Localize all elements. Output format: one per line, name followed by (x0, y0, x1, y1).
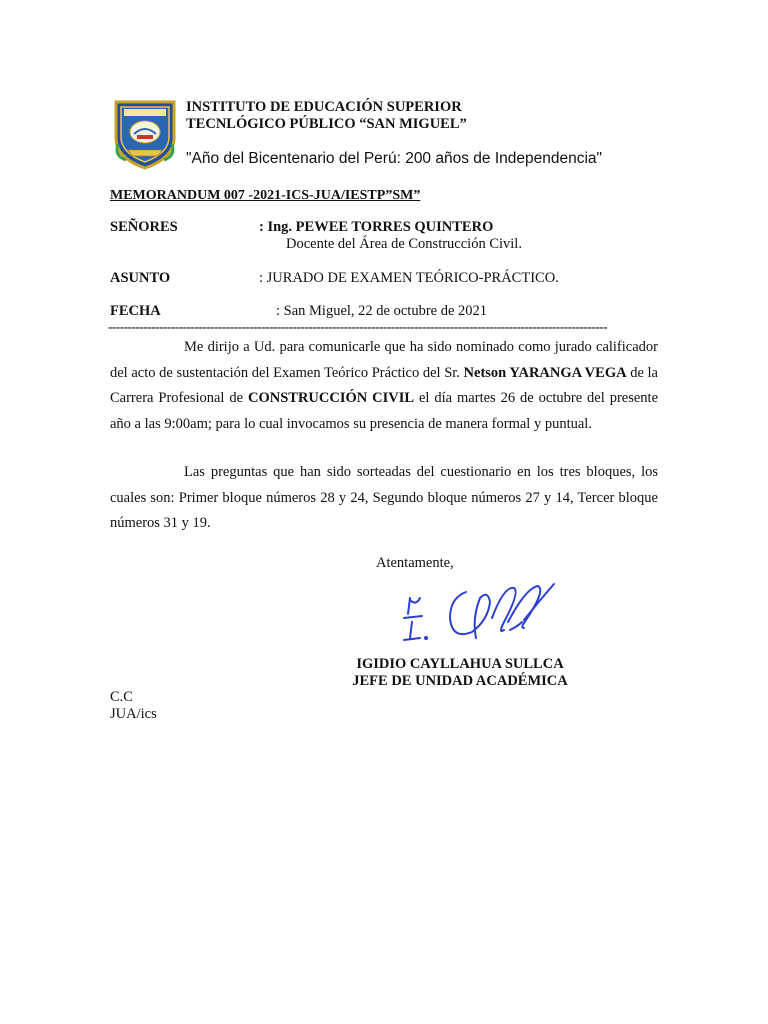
signatory-name: IGIDIO CAYLLAHUA SULLCA (356, 656, 564, 672)
memo-title: MEMORANDUM 007 -2021-ICS-JUA/IESTP”SM” (110, 188, 421, 203)
institution-line-2: TECNLÓGICO PÚBLICO “SAN MIGUEL” (186, 116, 467, 132)
p1-text-b: de la Carrera Profesional de (110, 364, 658, 406)
year-motto: "Año del Bicentenario del Perú: 200 años de Independencia" (186, 150, 603, 167)
handwritten-signature (392, 578, 576, 650)
institution-name (186, 99, 467, 133)
initials: JUA/ics (110, 706, 157, 722)
cc-label: C.C (110, 689, 133, 705)
p1-text-a: Me dirijo a Ud. para comunicarle que ha sido nominado como jurado calificador del acto de sustentación del Examen Teórico Práctico del Sr. (110, 339, 658, 381)
p1-text-c: el día martes 26 de octubre del presente año a las 9:00am; para lo cual invocamos su presencia de manera formal y puntual. (110, 390, 659, 432)
institution-line-1: INSTITUTO DE EDUCACIÓN SUPERIOR (186, 99, 462, 115)
fecha-value: : San Miguel, 22 de octubre de 2021 (276, 303, 488, 319)
signatory-title: JEFE DE UNIDAD ACADÉMICA (352, 673, 568, 689)
fecha-label: FECHA (110, 303, 161, 319)
institute-crest-icon (112, 98, 178, 170)
senores-value: : Ing. PEWEE TORRES QUINTERO (259, 219, 494, 235)
closing: Atentamente, (376, 555, 454, 571)
body-paragraph-1 (110, 335, 658, 437)
separator-line: ------------------------------------------------------------------------------------------------------------------------------- (108, 320, 607, 334)
senores-value-2: Docente del Área de Construcción Civil. (286, 236, 522, 252)
senores-label: SEÑORES (110, 219, 178, 235)
student-name: Netson YARANGA VEGA (463, 364, 627, 381)
career-name: CONSTRUCCIÓN CIVIL (247, 390, 415, 406)
asunto-label: ASUNTO (110, 270, 171, 286)
body-paragraph-2: Las preguntas que han sido sorteadas del cuestionario en los tres bloques, los cuales son: Primer bloque números 28 y 24, Segundo bloque números 27 y 14, Tercer bloque números 31 y 19. (110, 464, 658, 531)
asunto-value: : JURADO DE EXAMEN TEÓRICO-PRÁCTICO. (259, 270, 559, 286)
